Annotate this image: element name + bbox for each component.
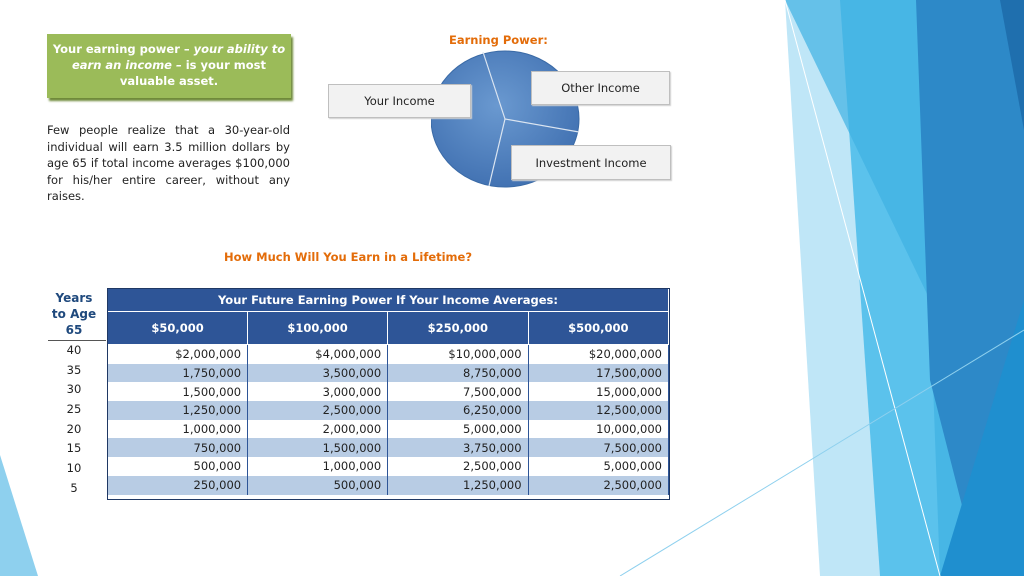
earnings-table — [107, 288, 669, 495]
year-cell: 20 — [66, 421, 82, 436]
table-cell: 1,000,000 — [248, 457, 388, 476]
year-cell: 5 — [70, 480, 78, 495]
table-cell: $2,000,000 — [108, 345, 248, 364]
year-cell: 35 — [66, 362, 82, 377]
years-column — [48, 341, 100, 499]
column-header: $50,000 — [108, 312, 248, 345]
years-header-line2: to Age — [51, 307, 97, 321]
table-cell: 1,750,000 — [108, 364, 248, 383]
year-cell: 30 — [66, 382, 82, 397]
table-row — [108, 438, 669, 457]
pie-label-your-income: Your Income — [328, 84, 471, 118]
table-cell: 15,000,000 — [528, 382, 668, 401]
table-cell: 250,000 — [108, 476, 248, 495]
bottom-left-accent-shape — [0, 455, 38, 576]
table-cell: 1,250,000 — [108, 401, 248, 420]
pie-title: Earning Power: — [449, 33, 548, 47]
table-cell: 500,000 — [248, 476, 388, 495]
pie-label-other-income: Other Income — [531, 71, 670, 105]
table-cell: 17,500,000 — [528, 364, 668, 383]
callout-text-italic: your ability to earn an income – — [71, 42, 286, 72]
table-cell: 6,250,000 — [388, 401, 528, 420]
table-cell: 750,000 — [108, 438, 248, 457]
table-cell: 12,500,000 — [528, 401, 668, 420]
year-cell: 10 — [66, 461, 82, 476]
table-cell: $10,000,000 — [388, 345, 528, 364]
table-row — [108, 382, 669, 401]
table-cell: 7,500,000 — [528, 438, 668, 457]
table-cell: 1,500,000 — [108, 382, 248, 401]
table-row — [108, 476, 669, 495]
table-cell: 3,500,000 — [248, 364, 388, 383]
year-cell: 15 — [66, 441, 82, 456]
years-header-line3: 65 — [65, 323, 83, 337]
table-cell: 2,000,000 — [248, 420, 388, 439]
table-row — [108, 364, 669, 383]
table-cell: 7,500,000 — [388, 382, 528, 401]
table-super-header: Your Future Earning Power If Your Income Averages: — [108, 289, 669, 312]
column-header: $100,000 — [248, 312, 388, 345]
table-cell: 2,500,000 — [248, 401, 388, 420]
table-cell: 8,750,000 — [388, 364, 528, 383]
year-cell: 25 — [66, 402, 82, 417]
callout-text-normal: Your earning power – — [52, 42, 194, 56]
table-cell: 1,000,000 — [108, 420, 248, 439]
table-cell: 3,750,000 — [388, 438, 528, 457]
table-row — [108, 457, 669, 476]
table-cell: 10,000,000 — [528, 420, 668, 439]
table-cell: 1,500,000 — [248, 438, 388, 457]
callout-text-end: is your most valuable asset. — [119, 58, 267, 88]
table-cell: $4,000,000 — [248, 345, 388, 364]
table-cell: 1,250,000 — [388, 476, 528, 495]
year-cell: 40 — [66, 343, 82, 357]
table-row — [108, 345, 669, 364]
table-cell: 2,500,000 — [528, 476, 668, 495]
column-header: $500,000 — [528, 312, 668, 345]
table-title: How Much Will You Earn in a Lifetime? — [224, 250, 473, 264]
table-cell: 500,000 — [108, 457, 248, 476]
table-cell: $20,000,000 — [528, 345, 668, 364]
callout-box — [47, 34, 291, 98]
pie-label-investment-income: Investment Income — [511, 145, 671, 180]
table-cell: 2,500,000 — [388, 457, 528, 476]
column-header: $250,000 — [388, 312, 528, 345]
years-header — [48, 290, 100, 338]
years-header-line1: Years — [55, 291, 93, 305]
table-row — [108, 420, 669, 439]
table-cell: 3,000,000 — [248, 382, 388, 401]
table-cell: 5,000,000 — [528, 457, 668, 476]
table-row — [108, 401, 669, 420]
intro-paragraph: Few people realize that a 30-year-old individual will earn 3.5 million dollars by age 65 if total income averages $100,000 for his/her entire career, without any raises. — [47, 123, 290, 203]
table-cell: 5,000,000 — [388, 420, 528, 439]
